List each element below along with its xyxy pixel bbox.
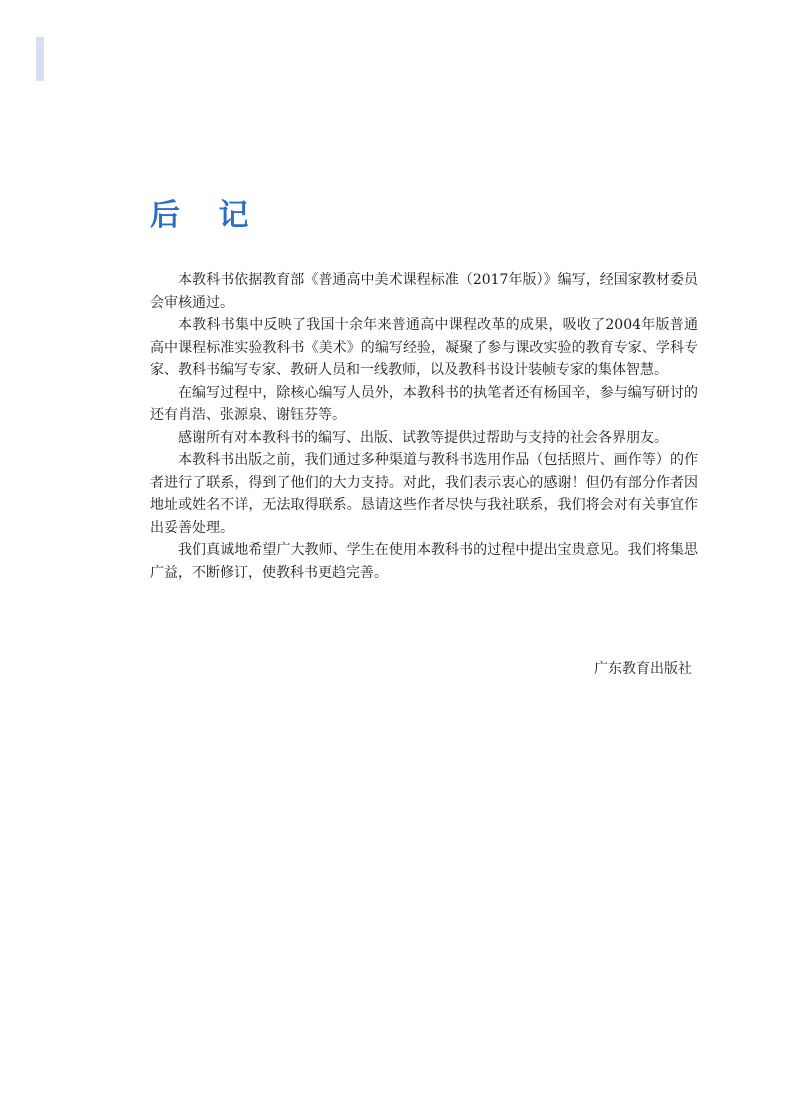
afterword-body [150, 269, 698, 584]
paragraph: 我们真诚地希望广大教师、学生在使用本教科书的过程中提出宝贵意见。我们将集思广益，不断修订，使教科书更趋完善。 [150, 542, 698, 581]
publisher-signature: 广东教育出版社 [594, 661, 692, 677]
paragraph: 感谢所有对本教科书的编写、出版、试教等提供过帮助与支持的社会各界朋友。 [178, 429, 668, 446]
margin-tab [36, 37, 44, 81]
paragraph: 本教科书依据教育部《普通高中美术课程标准（2017年版）》编写，经国家教材委员会审核通过。 [150, 272, 698, 311]
paragraph: 本教科书出版之前，我们通过多种渠道与教科书选用作品（包括照片、画作等）的作者进行了联系，得到了他们的大力支持。对此，我们表示衷心的感谢！但仍有部分作者因地址或姓名不详，无法取得联系。恳请这些作者尽快与我社联系，我们将会对有关事宜作出妥善处理。 [150, 452, 698, 536]
page-title: 后 记 [150, 198, 263, 233]
paragraph: 在编写过程中，除核心编写人员外，本教科书的执笔者还有杨国辛，参与编写研讨的还有肖浩、张源泉、谢钰芬等。 [150, 384, 698, 423]
paragraph: 本教科书集中反映了我国十余年来普通高中课程改革的成果，吸收了2004年版普通高中课程标准实验教科书《美术》的编写经验，凝聚了参与课改实验的教育专家、学科专家、教科书编写专家、教研人员和一线教师，以及教科书设计装帧专家的集体智慧。 [150, 317, 698, 378]
